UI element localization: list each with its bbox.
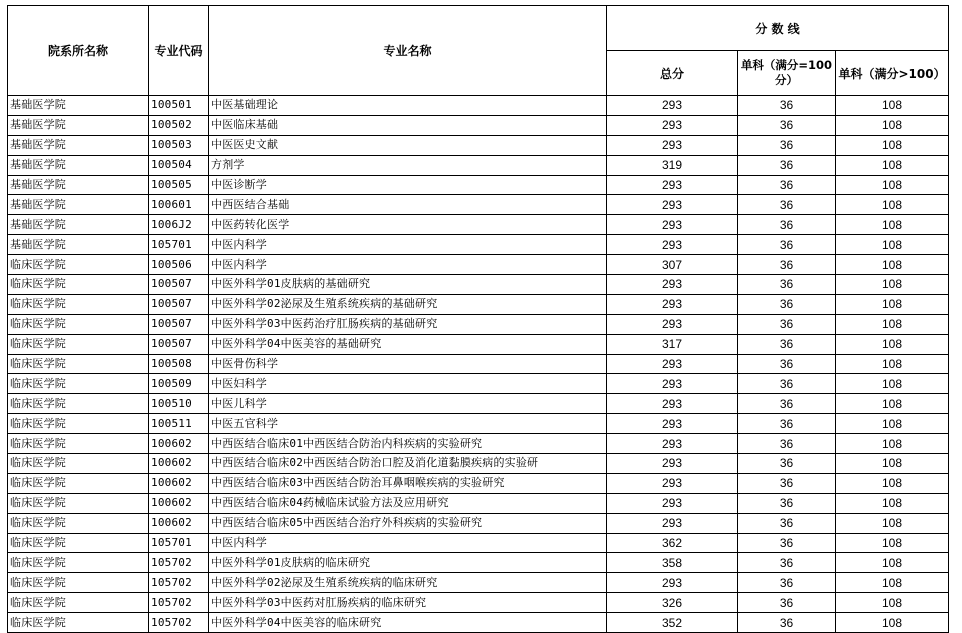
table-row [8,175,949,195]
cell-single-over-100: 108 [836,334,949,354]
cell-code: 100502 [149,115,209,135]
cell-single-over-100: 108 [836,553,949,573]
cell-total: 293 [607,115,738,135]
cell-major: 中医药转化医学 [209,215,607,235]
cell-total: 362 [607,533,738,553]
cell-single-100: 36 [738,454,836,474]
cell-single-over-100: 108 [836,195,949,215]
cell-single-100: 36 [738,533,836,553]
cell-single-100: 36 [738,473,836,493]
cell-single-over-100: 108 [836,175,949,195]
cell-total: 352 [607,613,738,633]
cell-single-100: 36 [738,573,836,593]
cell-dept: 临床医学院 [8,434,149,454]
cell-total: 293 [607,434,738,454]
cell-total: 293 [607,195,738,215]
cell-major: 中医五官科学 [209,414,607,434]
cell-single-100: 36 [738,493,836,513]
cell-code: 100508 [149,354,209,374]
cell-single-over-100: 108 [836,115,949,135]
cell-code: 105701 [149,235,209,255]
cell-major: 中医临床基础 [209,115,607,135]
cell-major: 中医妇科学 [209,374,607,394]
cell-dept: 临床医学院 [8,394,149,414]
table-row [8,354,949,374]
header-single-100: 单科（满分=100分） [738,51,836,96]
cell-total: 293 [607,314,738,334]
cell-dept: 临床医学院 [8,374,149,394]
table-row [8,96,949,116]
table-row [8,334,949,354]
cell-total: 293 [607,275,738,295]
cell-code: 100602 [149,473,209,493]
cell-code: 100509 [149,374,209,394]
table-row [8,135,949,155]
cell-single-over-100: 108 [836,374,949,394]
cell-single-100: 36 [738,374,836,394]
cell-single-over-100: 108 [836,135,949,155]
cell-dept: 基础医学院 [8,96,149,116]
cell-total: 293 [607,235,738,255]
header-dept: 院系所名称 [8,6,149,96]
cell-major: 中医医史文献 [209,135,607,155]
cell-code: 100501 [149,96,209,116]
table-row [8,195,949,215]
cell-code: 100602 [149,493,209,513]
cell-dept: 临床医学院 [8,334,149,354]
cell-code: 105702 [149,593,209,613]
cell-single-over-100: 108 [836,275,949,295]
cell-major: 方剂学 [209,155,607,175]
cell-single-100: 36 [738,115,836,135]
cell-major: 中医外科学04中医美容的基础研究 [209,334,607,354]
cell-single-100: 36 [738,613,836,633]
cell-total: 293 [607,374,738,394]
cell-code: 100510 [149,394,209,414]
cell-code: 105701 [149,533,209,553]
cell-single-100: 36 [738,255,836,275]
table-row [8,593,949,613]
cell-code: 100511 [149,414,209,434]
cell-single-over-100: 108 [836,573,949,593]
table-row [8,553,949,573]
cell-dept: 临床医学院 [8,314,149,334]
cell-dept: 临床医学院 [8,414,149,434]
table-row [8,394,949,414]
cell-single-100: 36 [738,334,836,354]
cell-total: 358 [607,553,738,573]
cell-total: 293 [607,473,738,493]
cell-code: 100507 [149,275,209,295]
cell-dept: 基础医学院 [8,155,149,175]
table-row [8,374,949,394]
cell-dept: 临床医学院 [8,294,149,314]
cell-dept: 基础医学院 [8,135,149,155]
cell-total: 293 [607,394,738,414]
cell-single-over-100: 108 [836,593,949,613]
cell-single-100: 36 [738,553,836,573]
cell-dept: 基础医学院 [8,175,149,195]
table-row [8,454,949,474]
cell-single-100: 36 [738,354,836,374]
cell-code: 100602 [149,454,209,474]
cell-single-over-100: 108 [836,294,949,314]
table-row [8,533,949,553]
cell-single-over-100: 108 [836,414,949,434]
table-row [8,294,949,314]
cell-major: 中医外科学03中医药对肛肠疾病的临床研究 [209,593,607,613]
cell-single-over-100: 108 [836,354,949,374]
cell-total: 326 [607,593,738,613]
table-row [8,115,949,135]
cell-dept: 基础医学院 [8,195,149,215]
cell-dept: 临床医学院 [8,255,149,275]
cell-major: 中西医结合基础 [209,195,607,215]
cell-code: 105702 [149,553,209,573]
cell-single-over-100: 108 [836,255,949,275]
cell-major: 中医外科学01皮肤病的基础研究 [209,275,607,295]
cell-major: 中西医结合临床02中西医结合防治口腔及消化道黏膜疾病的实验研 [209,454,607,474]
cell-dept: 临床医学院 [8,473,149,493]
cell-single-100: 36 [738,294,836,314]
header-code: 专业代码 [149,6,209,96]
cell-single-100: 36 [738,593,836,613]
table-row [8,493,949,513]
cell-major: 中医内科学 [209,533,607,553]
cell-single-100: 36 [738,314,836,334]
cell-single-over-100: 108 [836,613,949,633]
cell-code: 105702 [149,613,209,633]
cell-major: 中西医结合临床05中西医结合治疗外科疾病的实验研究 [209,513,607,533]
cell-major: 中医外科学04中医美容的临床研究 [209,613,607,633]
cell-dept: 临床医学院 [8,593,149,613]
table-body [8,96,949,633]
cell-single-100: 36 [738,195,836,215]
cell-major: 中医诊断学 [209,175,607,195]
cell-code: 100507 [149,314,209,334]
cell-dept: 临床医学院 [8,275,149,295]
cell-dept: 临床医学院 [8,493,149,513]
cell-single-100: 36 [738,175,836,195]
cell-code: 100602 [149,513,209,533]
cell-dept: 基础医学院 [8,115,149,135]
cell-single-over-100: 108 [836,513,949,533]
cell-total: 319 [607,155,738,175]
table-row [8,473,949,493]
cell-single-over-100: 108 [836,434,949,454]
cell-single-over-100: 108 [836,96,949,116]
table-row [8,513,949,533]
cell-major: 中西医结合临床04药械临床试验方法及应用研究 [209,493,607,513]
score-table [7,5,949,633]
cell-dept: 临床医学院 [8,613,149,633]
table-row [8,235,949,255]
cell-single-100: 36 [738,215,836,235]
cell-single-over-100: 108 [836,394,949,414]
cell-single-100: 36 [738,394,836,414]
table-row [8,215,949,235]
header-total: 总分 [607,51,738,96]
table-row [8,613,949,633]
cell-total: 293 [607,215,738,235]
cell-code: 100504 [149,155,209,175]
cell-major: 中医外科学01皮肤病的临床研究 [209,553,607,573]
cell-dept: 临床医学院 [8,354,149,374]
table-row [8,275,949,295]
cell-code: 100506 [149,255,209,275]
cell-total: 307 [607,255,738,275]
cell-code: 100507 [149,334,209,354]
cell-single-over-100: 108 [836,215,949,235]
cell-code: 100503 [149,135,209,155]
cell-code: 1006J2 [149,215,209,235]
cell-dept: 基础医学院 [8,215,149,235]
cell-major: 中医内科学 [209,255,607,275]
cell-dept: 基础医学院 [8,235,149,255]
cell-total: 293 [607,96,738,116]
cell-major: 中医基础理论 [209,96,607,116]
cell-total: 293 [607,175,738,195]
header-single-over-100: 单科（满分>100） [836,51,949,96]
table-row [8,155,949,175]
cell-total: 293 [607,135,738,155]
cell-single-over-100: 108 [836,314,949,334]
cell-single-100: 36 [738,235,836,255]
cell-code: 105702 [149,573,209,593]
cell-single-over-100: 108 [836,533,949,553]
header-score-group: 分 数 线 [607,6,949,51]
cell-dept: 临床医学院 [8,573,149,593]
cell-dept: 临床医学院 [8,553,149,573]
cell-single-over-100: 108 [836,235,949,255]
cell-major: 中医内科学 [209,235,607,255]
cell-dept: 临床医学院 [8,454,149,474]
cell-single-100: 36 [738,155,836,175]
cell-dept: 临床医学院 [8,513,149,533]
cell-single-100: 36 [738,96,836,116]
table-row [8,573,949,593]
table-row [8,434,949,454]
cell-major: 中医骨伤科学 [209,354,607,374]
cell-total: 293 [607,354,738,374]
cell-single-100: 36 [738,275,836,295]
cell-major: 中医外科学03中医药治疗肛肠疾病的基础研究 [209,314,607,334]
cell-major: 中西医结合临床03中西医结合防治耳鼻咽喉疾病的实验研究 [209,473,607,493]
cell-major: 中医外科学02泌尿及生殖系统疾病的临床研究 [209,573,607,593]
cell-dept: 临床医学院 [8,533,149,553]
table-row [8,414,949,434]
cell-single-100: 36 [738,434,836,454]
table-row [8,314,949,334]
cell-total: 317 [607,334,738,354]
cell-single-over-100: 108 [836,155,949,175]
cell-single-100: 36 [738,513,836,533]
cell-major: 中医儿科学 [209,394,607,414]
table-row [8,255,949,275]
cell-single-over-100: 108 [836,473,949,493]
cell-major: 中医外科学02泌尿及生殖系统疾病的基础研究 [209,294,607,314]
cell-code: 100507 [149,294,209,314]
cell-total: 293 [607,454,738,474]
cell-major: 中西医结合临床01中西医结合防治内科疾病的实验研究 [209,434,607,454]
cell-single-over-100: 108 [836,454,949,474]
cell-single-100: 36 [738,414,836,434]
cell-code: 100602 [149,434,209,454]
cell-total: 293 [607,573,738,593]
cell-single-100: 36 [738,135,836,155]
header-major: 专业名称 [209,6,607,96]
cell-total: 293 [607,493,738,513]
cell-code: 100505 [149,175,209,195]
cell-total: 293 [607,513,738,533]
cell-single-over-100: 108 [836,493,949,513]
cell-code: 100601 [149,195,209,215]
cell-total: 293 [607,294,738,314]
cell-total: 293 [607,414,738,434]
